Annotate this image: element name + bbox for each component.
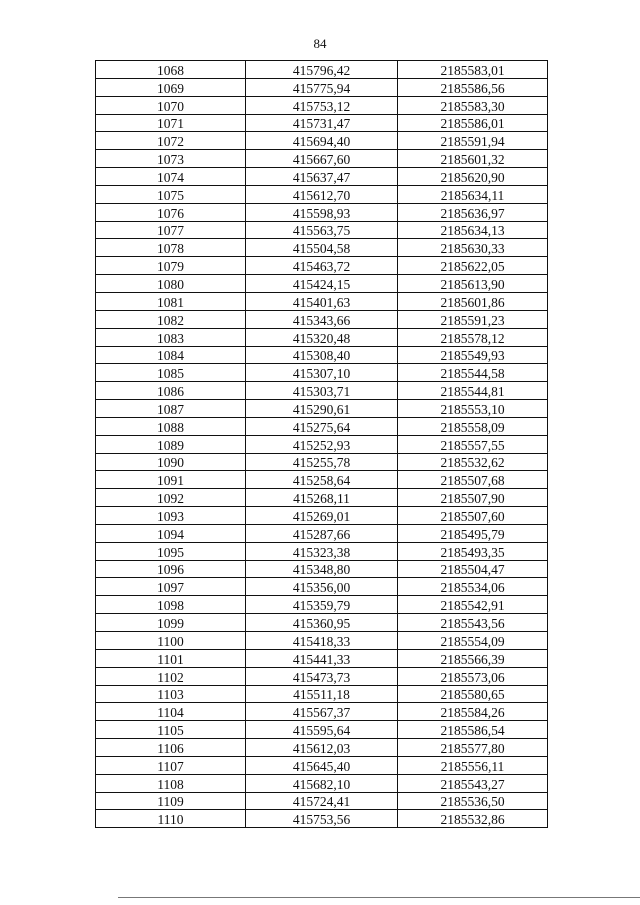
table-row [96,382,548,400]
point-number-cell: 1073 [96,150,246,168]
y-coordinate-cell: 2185591,94 [398,132,548,150]
x-coordinate-cell: 415731,47 [246,114,398,132]
x-coordinate-cell: 415563,75 [246,221,398,239]
point-number-cell: 1081 [96,292,246,310]
x-coordinate-cell: 415753,56 [246,810,398,828]
table-row [96,685,548,703]
x-coordinate-cell: 415667,60 [246,150,398,168]
table-row [96,739,548,757]
x-coordinate-cell: 415290,61 [246,400,398,418]
x-coordinate-cell: 415275,64 [246,417,398,435]
point-number-cell: 1077 [96,221,246,239]
table-row [96,132,548,150]
table-row [96,203,548,221]
table-row [96,417,548,435]
point-number-cell: 1110 [96,810,246,828]
point-number-cell: 1094 [96,524,246,542]
point-number-cell: 1099 [96,614,246,632]
point-number-cell: 1107 [96,756,246,774]
table-row [96,310,548,328]
y-coordinate-cell: 2185601,86 [398,292,548,310]
x-coordinate-cell: 415612,03 [246,739,398,757]
page-number: 84 [313,36,327,51]
table-row [96,721,548,739]
x-coordinate-cell: 415595,64 [246,721,398,739]
table-row [96,703,548,721]
table-row [96,453,548,471]
y-coordinate-cell: 2185544,81 [398,382,548,400]
table-row [96,168,548,186]
y-coordinate-cell: 2185586,56 [398,78,548,96]
x-coordinate-cell: 415463,72 [246,257,398,275]
x-coordinate-cell: 415258,64 [246,471,398,489]
scan-edge-line [118,897,640,898]
x-coordinate-cell: 415360,95 [246,614,398,632]
x-coordinate-cell: 415323,38 [246,542,398,560]
x-coordinate-cell: 415424,15 [246,275,398,293]
y-coordinate-cell: 2185601,32 [398,150,548,168]
point-number-cell: 1104 [96,703,246,721]
y-coordinate-cell: 2185578,12 [398,328,548,346]
point-number-cell: 1100 [96,632,246,650]
y-coordinate-cell: 2185586,54 [398,721,548,739]
y-coordinate-cell: 2185620,90 [398,168,548,186]
x-coordinate-cell: 415359,79 [246,596,398,614]
x-coordinate-cell: 415320,48 [246,328,398,346]
point-number-cell: 1079 [96,257,246,275]
point-number-cell: 1074 [96,168,246,186]
y-coordinate-cell: 2185544,58 [398,364,548,382]
point-number-cell: 1087 [96,400,246,418]
coordinates-table [95,60,548,828]
y-coordinate-cell: 2185543,27 [398,774,548,792]
x-coordinate-cell: 415796,42 [246,61,398,79]
table-row [96,239,548,257]
y-coordinate-cell: 2185536,50 [398,792,548,810]
y-coordinate-cell: 2185558,09 [398,417,548,435]
y-coordinate-cell: 2185584,26 [398,703,548,721]
x-coordinate-cell: 415682,10 [246,774,398,792]
point-number-cell: 1089 [96,435,246,453]
point-number-cell: 1093 [96,507,246,525]
table-row [96,221,548,239]
table-row [96,364,548,382]
point-number-cell: 1101 [96,649,246,667]
table-row [96,649,548,667]
y-coordinate-cell: 2185507,68 [398,471,548,489]
point-number-cell: 1085 [96,364,246,382]
point-number-cell: 1076 [96,203,246,221]
point-number-cell: 1086 [96,382,246,400]
point-number-cell: 1090 [96,453,246,471]
y-coordinate-cell: 2185507,60 [398,507,548,525]
y-coordinate-cell: 2185493,35 [398,542,548,560]
y-coordinate-cell: 2185542,91 [398,596,548,614]
y-coordinate-cell: 2185495,79 [398,524,548,542]
table-row [96,257,548,275]
x-coordinate-cell: 415348,80 [246,560,398,578]
point-number-cell: 1084 [96,346,246,364]
table-row [96,507,548,525]
y-coordinate-cell: 2185556,11 [398,756,548,774]
x-coordinate-cell: 415308,40 [246,346,398,364]
table-row [96,560,548,578]
x-coordinate-cell: 415598,93 [246,203,398,221]
x-coordinate-cell: 415441,33 [246,649,398,667]
y-coordinate-cell: 2185532,62 [398,453,548,471]
table-row [96,774,548,792]
point-number-cell: 1095 [96,542,246,560]
table-row [96,792,548,810]
table-row [96,61,548,79]
y-coordinate-cell: 2185553,10 [398,400,548,418]
point-number-cell: 1102 [96,667,246,685]
point-number-cell: 1098 [96,596,246,614]
table-row [96,435,548,453]
x-coordinate-cell: 415343,66 [246,310,398,328]
table-row [96,78,548,96]
x-coordinate-cell: 415356,00 [246,578,398,596]
point-number-cell: 1106 [96,739,246,757]
y-coordinate-cell: 2185583,01 [398,61,548,79]
table-row [96,632,548,650]
point-number-cell: 1096 [96,560,246,578]
x-coordinate-cell: 415724,41 [246,792,398,810]
y-coordinate-cell: 2185504,47 [398,560,548,578]
point-number-cell: 1070 [96,96,246,114]
point-number-cell: 1078 [96,239,246,257]
x-coordinate-cell: 415645,40 [246,756,398,774]
table-row [96,96,548,114]
table-row [96,471,548,489]
y-coordinate-cell: 2185566,39 [398,649,548,667]
point-number-cell: 1103 [96,685,246,703]
x-coordinate-cell: 415753,12 [246,96,398,114]
x-coordinate-cell: 415637,47 [246,168,398,186]
point-number-cell: 1080 [96,275,246,293]
y-coordinate-cell: 2185591,23 [398,310,548,328]
y-coordinate-cell: 2185634,11 [398,185,548,203]
table-row [96,275,548,293]
table-row [96,596,548,614]
y-coordinate-cell: 2185636,97 [398,203,548,221]
table-row [96,810,548,828]
table-row [96,489,548,507]
x-coordinate-cell: 415287,66 [246,524,398,542]
table-row [96,400,548,418]
x-coordinate-cell: 415269,01 [246,507,398,525]
x-coordinate-cell: 415511,18 [246,685,398,703]
point-number-cell: 1097 [96,578,246,596]
x-coordinate-cell: 415255,78 [246,453,398,471]
x-coordinate-cell: 415567,37 [246,703,398,721]
x-coordinate-cell: 415252,93 [246,435,398,453]
y-coordinate-cell: 2185557,55 [398,435,548,453]
table-row [96,346,548,364]
coordinates-table-body [96,61,548,828]
y-coordinate-cell: 2185549,93 [398,346,548,364]
table-row [96,185,548,203]
table-row [96,578,548,596]
y-coordinate-cell: 2185622,05 [398,257,548,275]
table-row [96,292,548,310]
table-row [96,542,548,560]
x-coordinate-cell: 415268,11 [246,489,398,507]
point-number-cell: 1109 [96,792,246,810]
y-coordinate-cell: 2185543,56 [398,614,548,632]
table-row [96,150,548,168]
point-number-cell: 1071 [96,114,246,132]
point-number-cell: 1082 [96,310,246,328]
x-coordinate-cell: 415473,73 [246,667,398,685]
point-number-cell: 1072 [96,132,246,150]
y-coordinate-cell: 2185534,06 [398,578,548,596]
x-coordinate-cell: 415694,40 [246,132,398,150]
point-number-cell: 1105 [96,721,246,739]
y-coordinate-cell: 2185630,33 [398,239,548,257]
point-number-cell: 1075 [96,185,246,203]
point-number-cell: 1091 [96,471,246,489]
y-coordinate-cell: 2185532,86 [398,810,548,828]
table-row [96,614,548,632]
y-coordinate-cell: 2185583,30 [398,96,548,114]
x-coordinate-cell: 415775,94 [246,78,398,96]
y-coordinate-cell: 2185586,01 [398,114,548,132]
x-coordinate-cell: 415303,71 [246,382,398,400]
y-coordinate-cell: 2185554,09 [398,632,548,650]
table-row [96,114,548,132]
x-coordinate-cell: 415612,70 [246,185,398,203]
x-coordinate-cell: 415401,63 [246,292,398,310]
y-coordinate-cell: 2185580,65 [398,685,548,703]
point-number-cell: 1088 [96,417,246,435]
table-row [96,756,548,774]
point-number-cell: 1108 [96,774,246,792]
y-coordinate-cell: 2185613,90 [398,275,548,293]
y-coordinate-cell: 2185507,90 [398,489,548,507]
point-number-cell: 1083 [96,328,246,346]
x-coordinate-cell: 415307,10 [246,364,398,382]
y-coordinate-cell: 2185634,13 [398,221,548,239]
x-coordinate-cell: 415418,33 [246,632,398,650]
y-coordinate-cell: 2185577,80 [398,739,548,757]
x-coordinate-cell: 415504,58 [246,239,398,257]
point-number-cell: 1068 [96,61,246,79]
point-number-cell: 1069 [96,78,246,96]
table-row [96,524,548,542]
point-number-cell: 1092 [96,489,246,507]
table-row [96,667,548,685]
y-coordinate-cell: 2185573,06 [398,667,548,685]
table-row [96,328,548,346]
